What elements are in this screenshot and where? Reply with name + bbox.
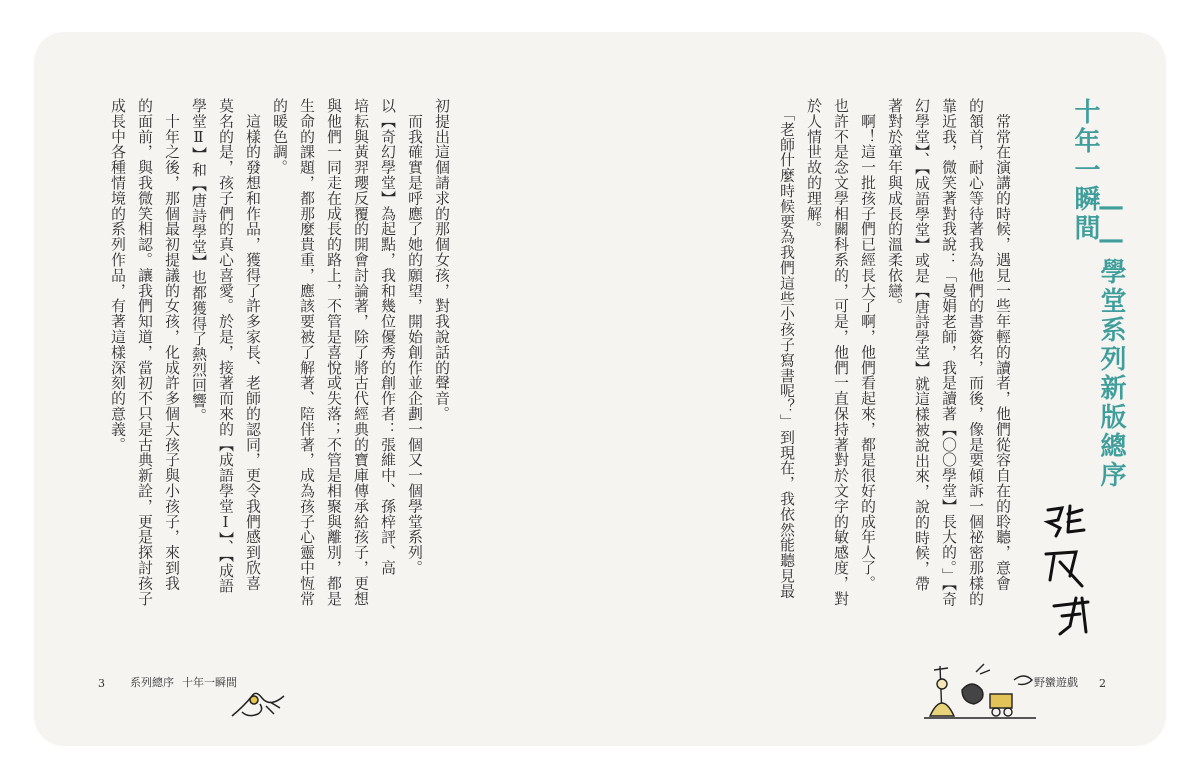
right-page-body: 常常在演講的時候，遇見一些年輕的讀者，他們從容自在的聆聽，意會 的頷首，耐心等待著我為他們的書簽名，而後，像是要傾訴一個祕密那樣的 靠近我，微笑著對我說：「曼娟老師，我是讀著【〇〇學堂】長大的。」【奇 幻學堂】、【成語學堂】或是【唐詩學堂】就這樣被說出來，說的時候，帶 著對於童年與成長的溫柔依戀。 啊！這一批孩子們已經長大了啊，他們看起來，都是很好的成年人了。 也許不是念文學相關科系的，可是，他們一直保持著對於文字的敏感度，對 於人情世故的理解。 「老師什麼時候要為我們這些小孩子寫書呢？」到現在，我依然能聽見最 [778, 98, 1011, 607]
page-number-left: 3 [98, 677, 105, 690]
author-signature [1036, 502, 1096, 642]
left-page-body: 初提出這個請求的那個女孩，對我說話的聲音。 而我確實是呼應了她的願望，開始創作並企劃一個又一個學堂系列。 以【奇幻學堂】為起點，我和幾位優秀的創作者：張維中、孫梓評、高 培耘與黃羿瓔反覆的開會討論著，除了將古代經典的寶庫傳承給孩子，更想 與他們一同走在成長的路上，不管是喜悅或失落；不管是相聚與離別，都是 生命的課題，都那麼貴重，應該要被了解著、陪伴著，成為孩子心靈中恆常 的暖色調。 這樣的發想和作品，獲得了許多家長、老師的認同，更令我們感到欣喜 莫名的是，孩子們的真心喜愛。於是，接著而來的【成語學堂Ⅰ】、【成語 學堂Ⅱ】和【唐詩學堂】也都獲得了熱烈回響。 十年之後，那個最初提議的女孩，化成許多個大孩子與小孩子，來到我 的面前，與我微笑相認。讓我們知道，當初不只是古典新詮，更是探討孩子 成長中各種情境的系列作品，有著這樣深刻的意義。 [109, 98, 450, 607]
footer-illustration-right [920, 660, 1040, 726]
book-spread [34, 32, 1166, 746]
footer-chapter-label: 十年一瞬間 [182, 676, 237, 689]
footer-illustration-left [230, 686, 288, 726]
chapter-subtitle: ——學堂系列新版總序 [1096, 192, 1126, 490]
footer-series-label: 系列總序 [130, 676, 174, 689]
page-number-right: 2 [1099, 677, 1106, 690]
chapter-title: 十年一瞬間 [1070, 98, 1100, 243]
footer-book-title: 野蠻遊戲 [1034, 676, 1078, 689]
